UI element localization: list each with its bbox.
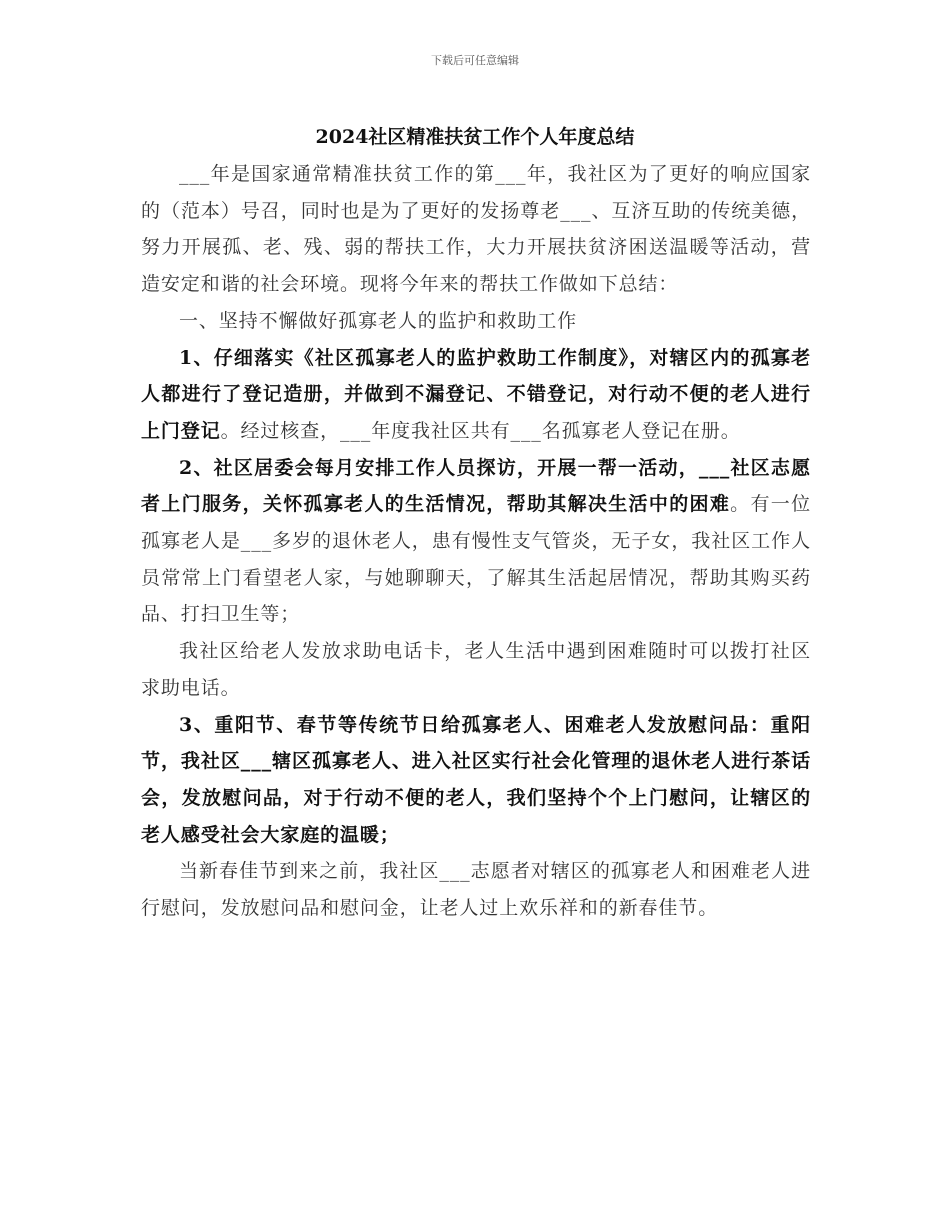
item-3-paragraph xyxy=(141,707,811,854)
document-title: 2024社区精准扶贫工作个人年度总结 xyxy=(315,126,635,148)
section-heading: 一、坚持不懈做好孤寡老人的监护和救助工作 xyxy=(179,309,578,332)
item-2-normal-text: 。有一位孤寡老人是___多岁的退休老人，患有慢性支气管炎，无子女，我社区工作人员常常上门看望老人家，与她聊聊天，了解其生活起居情况，帮助其购买药品、打扫卫生等； xyxy=(141,493,811,626)
item-1-paragraph xyxy=(141,340,811,450)
item-1-normal-text: 。经过核查，___年度我社区共有___名孤寡老人登记在册。 xyxy=(220,419,741,442)
item-2-bold-text: 2、社区居委会每月安排工作人员探访，开展一帮一活动，___社区志愿者上门服务，关怀孤寡老人的生活情况，帮助其解决生活中的困难 xyxy=(141,456,811,516)
document-body xyxy=(141,156,811,927)
item-3-bold-text: 3、重阳节、春节等传统节日给孤寡老人、困难老人发放慰问品：重阳节，我社区___辖区孤寡老人、进入社区实行社会化管理的退休老人进行茶话会，发放慰问品，对于行动不便的老人，我们坚持个个上门慰问，让辖区的老人感受社会大家庭的温暖； xyxy=(141,713,811,846)
intro-paragraph: ___年是国家通常精准扶贫工作的第___年，我社区为了更好的响应国家的（范本）号召，同时也是为了更好的发扬尊老___、互济互助的传统美德，努力开展孤、老、残、弱的帮扶工作，大力开展扶贫济困送温暖等活动，营造安定和谐的社会环境。现将今年来的帮扶工作做如下总结： xyxy=(141,163,811,296)
help-card-paragraph: 我社区给老人发放求助电话卡，老人生活中遇到困难随时可以拨打社区求助电话。 xyxy=(141,640,811,699)
item-2-paragraph xyxy=(141,450,811,634)
item-1-bold-text: 1、仔细落实《社区孤寡老人的监护救助工作制度》，对辖区内的孤寡老人都进行了登记造册，并做到不漏登记、不错登记，对行动不便的老人进行上门登记 xyxy=(141,346,811,442)
spring-festival-paragraph: 当新春佳节到来之前，我社区___志愿者对辖区的孤寡老人和困难老人进行慰问，发放慰问品和慰问金，让老人过上欢乐祥和的新春佳节。 xyxy=(141,860,811,920)
page-header-note: 下载后可任意编辑 xyxy=(431,54,519,67)
